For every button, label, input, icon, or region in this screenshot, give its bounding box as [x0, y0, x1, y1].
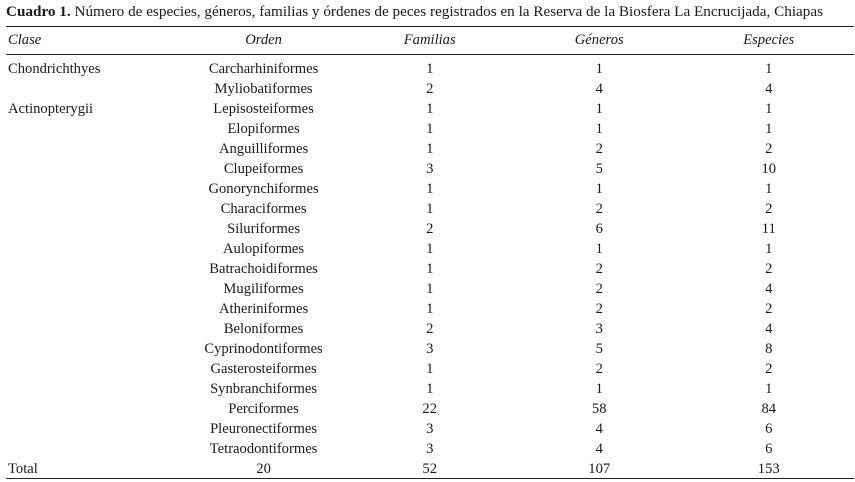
cell-clase: [6, 179, 183, 199]
cell-clase: [6, 79, 183, 99]
cell-orden: Pleuronectiformes: [210, 421, 318, 437]
cell-generos: 1: [595, 121, 603, 137]
cell-familias: 1: [426, 181, 434, 197]
cell-orden: Siluriformes: [227, 221, 301, 237]
cell-familias: 2: [426, 81, 434, 97]
spacer-cell: [6, 51, 854, 59]
header-orden: Orden: [245, 32, 282, 48]
cell-familias: 2: [426, 321, 434, 337]
cell-familias: 1: [426, 361, 434, 377]
cell-familias: 1: [426, 241, 434, 257]
table-row: [6, 179, 854, 199]
cell-clase: [6, 299, 183, 319]
cell-generos: 5: [595, 341, 603, 357]
cell-clase: [6, 159, 183, 179]
cell-generos: 2: [595, 301, 603, 317]
table-row: [6, 279, 854, 299]
table-row: [6, 299, 854, 319]
header-generos: Géneros: [574, 32, 624, 48]
cell-orden: Myliobatiformes: [214, 81, 313, 97]
cell-familias: 1: [426, 301, 434, 317]
cell-familias: 1: [426, 261, 434, 277]
cell-orden: Characiformes: [220, 201, 307, 217]
total-row: [6, 459, 854, 479]
cell-especies: 6: [765, 421, 773, 437]
cell-orden: Tetraodontiformes: [209, 441, 318, 457]
cell-generos: 2: [595, 201, 603, 217]
cell-generos: 1: [595, 61, 603, 77]
cell-familias: 3: [426, 161, 434, 177]
species-table: [6, 29, 854, 479]
cell-especies: 1: [765, 101, 773, 117]
cell-especies: 10: [761, 161, 777, 177]
cell-generos: 4: [595, 421, 603, 437]
cell-generos: 3: [595, 321, 603, 337]
table-header: [6, 29, 854, 51]
table-caption: [6, 2, 854, 22]
cell-orden: Atheriniformes: [218, 301, 309, 317]
cell-especies: 1: [765, 381, 773, 397]
cell-especies: 2: [765, 201, 773, 217]
table-row: [6, 239, 854, 259]
cell-especies: 2: [765, 361, 773, 377]
cell-familias: 1: [426, 121, 434, 137]
cell-orden: Gonorynchiformes: [208, 181, 319, 197]
cell-generos: 2: [595, 261, 603, 277]
cell-generos: 58: [591, 401, 607, 417]
cell-orden: Anguilliformes: [218, 141, 309, 157]
cell-clase: [6, 139, 183, 159]
cell-clase: [6, 379, 183, 399]
cell-especies: 84: [761, 401, 777, 417]
cell-generos: 5: [595, 161, 603, 177]
cell-especies: 11: [761, 221, 776, 237]
header-clase: Clase: [8, 32, 42, 48]
cell-orden: Synbranchiformes: [210, 381, 318, 397]
cell-familias: 1: [426, 141, 434, 157]
cell-orden: Clupeiformes: [223, 161, 304, 177]
cell-familias: 1: [426, 61, 434, 77]
table-row: [6, 259, 854, 279]
cell-familias: 3: [426, 441, 434, 457]
cell-generos: 4: [595, 441, 603, 457]
total-familias: 52: [422, 461, 438, 477]
cell-orden: Aulopiformes: [223, 241, 305, 257]
cell-clase: [6, 239, 183, 259]
cell-especies: 1: [765, 181, 773, 197]
cell-especies: 8: [765, 341, 773, 357]
cell-clase: [6, 439, 183, 459]
cell-clase: [6, 119, 183, 139]
cell-clase: [6, 219, 183, 239]
header-familias: Familias: [403, 32, 456, 48]
cell-especies: 4: [765, 281, 773, 297]
cell-familias: 22: [422, 401, 438, 417]
table-row: [6, 79, 854, 99]
header-especies: Especies: [743, 32, 795, 48]
cell-orden: Beloniformes: [223, 321, 304, 337]
cell-orden: Batrachoidiformes: [209, 261, 318, 277]
cell-generos: 4: [595, 81, 603, 97]
cell-especies: 2: [765, 261, 773, 277]
cell-familias: 1: [426, 101, 434, 117]
cell-familias: 3: [426, 421, 434, 437]
cell-clase: [6, 279, 183, 299]
table-row: [6, 419, 854, 439]
cell-clase: [6, 339, 183, 359]
cell-familias: 1: [426, 201, 434, 217]
header-row: [6, 29, 854, 51]
cell-especies: 4: [765, 321, 773, 337]
caption-label: Cuadro 1.: [6, 3, 71, 20]
cell-especies: 1: [765, 121, 773, 137]
table-row: [6, 99, 854, 119]
cell-clase: [6, 359, 183, 379]
table-footer: [6, 459, 854, 479]
cell-familias: 1: [426, 281, 434, 297]
cell-orden: Perciformes: [228, 401, 299, 417]
table-body: [6, 51, 854, 459]
cell-especies: 4: [765, 81, 773, 97]
table-row: [6, 399, 854, 419]
cell-clase: [6, 399, 183, 419]
table-row: [6, 339, 854, 359]
table-row: [6, 359, 854, 379]
table-row: [6, 59, 854, 79]
table-row: [6, 119, 854, 139]
cell-familias: 1: [426, 381, 434, 397]
total-ordenes: 20: [256, 461, 271, 477]
table-row: [6, 219, 854, 239]
cell-clase: [6, 419, 183, 439]
cell-orden: Gasterosteiformes: [210, 361, 317, 377]
cell-generos: 1: [595, 101, 603, 117]
cell-clase: [6, 319, 183, 339]
cell-clase: [6, 259, 183, 279]
cell-especies: 2: [765, 141, 773, 157]
total-label: Total: [8, 461, 38, 477]
cell-orden: Lepisosteiformes: [213, 101, 314, 117]
cell-orden: Cyprinodontiformes: [204, 341, 323, 357]
cell-orden: Carcharhiniformes: [208, 61, 319, 77]
total-especies: 153: [757, 461, 780, 477]
cell-orden: Mugiliformes: [223, 281, 304, 297]
table-row: [6, 379, 854, 399]
table-row: [6, 159, 854, 179]
cell-especies: 1: [765, 61, 773, 77]
cell-especies: 1: [765, 241, 773, 257]
cell-familias: 2: [426, 221, 434, 237]
cell-generos: 2: [595, 141, 603, 157]
cell-especies: 2: [765, 301, 773, 317]
top-rule: [6, 26, 854, 27]
cell-generos: 1: [595, 181, 603, 197]
cell-generos: 2: [595, 361, 603, 377]
table-row: [6, 439, 854, 459]
table-row: [6, 199, 854, 219]
cell-especies: 6: [765, 441, 773, 457]
cell-familias: 3: [426, 341, 434, 357]
cell-clase: [6, 199, 183, 219]
cell-generos: 2: [595, 281, 603, 297]
spacer-row: [6, 51, 854, 59]
caption-text: Número de especies, géneros, familias y órdenes de peces registrados en la Reserva de la Biosfera La Encrucijada, Chiapas: [70, 3, 824, 20]
cell-generos: 1: [595, 381, 603, 397]
cell-clase: Actinopterygii: [8, 101, 94, 117]
cell-clase: Chondrichthyes: [8, 61, 101, 77]
table-row: [6, 319, 854, 339]
cell-generos: 1: [595, 241, 603, 257]
table-row: [6, 139, 854, 159]
cell-generos: 6: [595, 221, 603, 237]
total-generos: 107: [588, 461, 611, 477]
cell-orden: Elopiformes: [227, 121, 300, 137]
